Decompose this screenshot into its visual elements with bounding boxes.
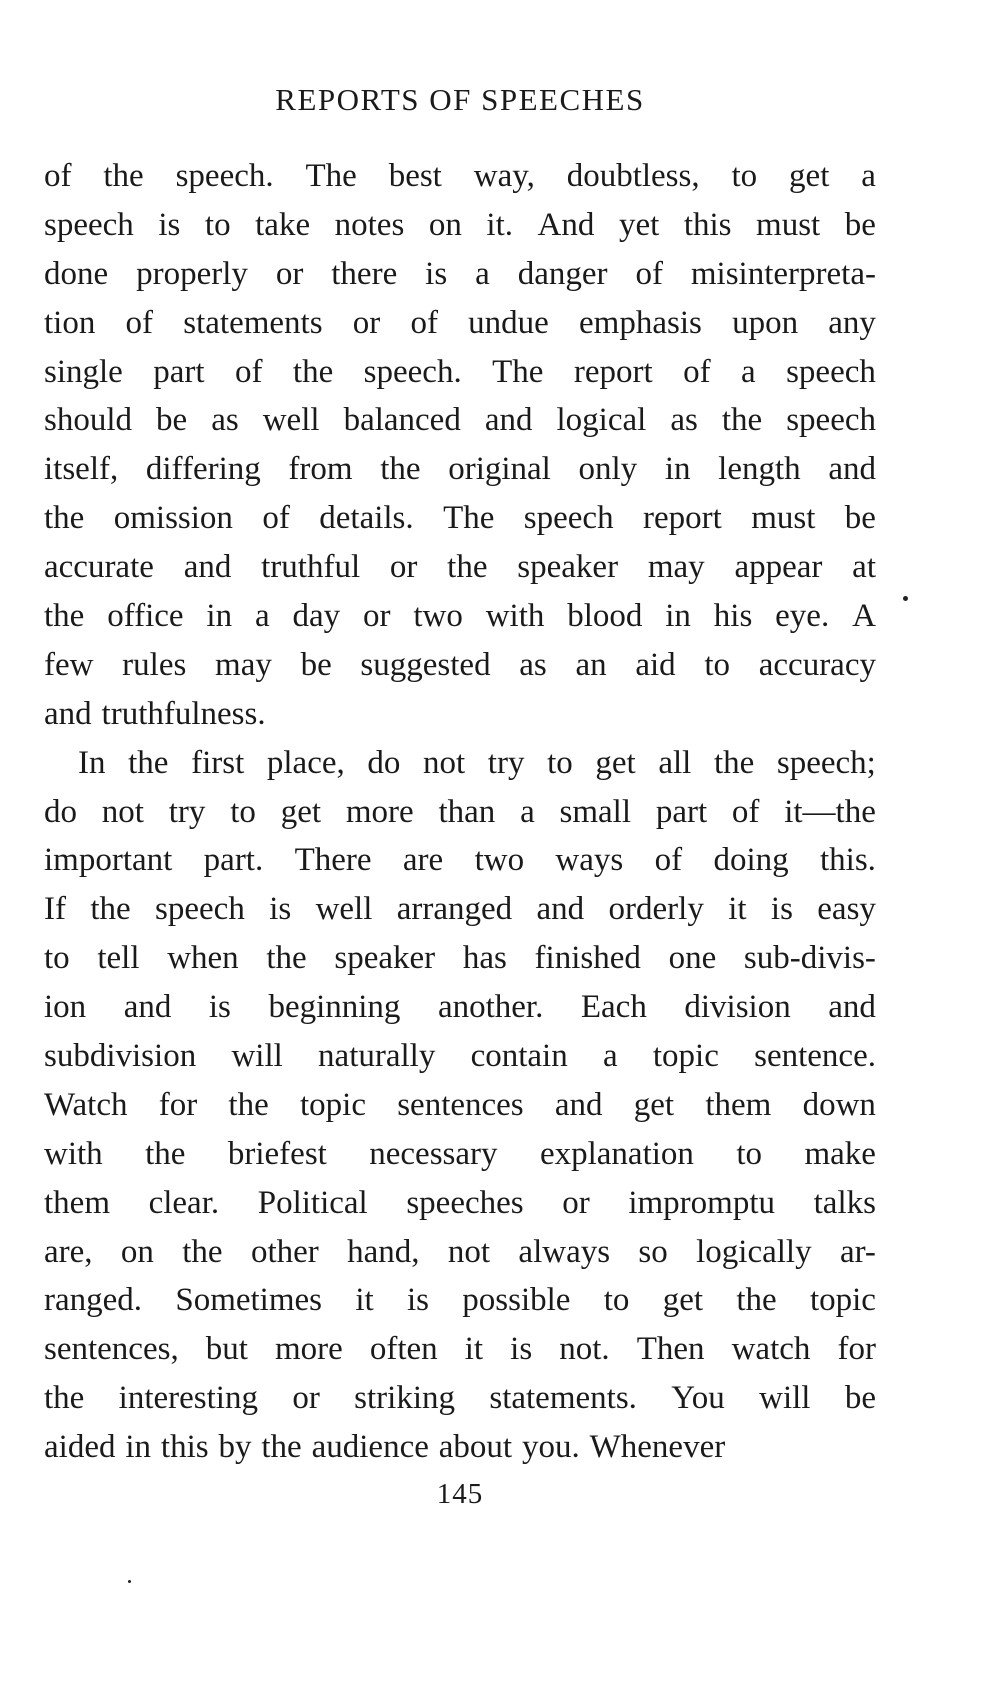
text-line: ion and is beginning another. Each division and bbox=[44, 989, 876, 1026]
text-line: should be as well balanced and logical as the speech bbox=[44, 402, 876, 439]
text-line: If the speech is well arranged and orderly it is easy bbox=[44, 891, 876, 928]
text-line: Watch for the topic sentences and get them down bbox=[44, 1086, 876, 1123]
text-line: to tell when the speaker has finished one sub-divis- bbox=[44, 940, 876, 977]
paragraph bbox=[44, 739, 876, 1472]
text-line: sentences, but more often it is not. Then watch for bbox=[44, 1331, 876, 1368]
body-text bbox=[44, 152, 876, 1472]
text-line: aided in this by the audience about you. Whenever bbox=[44, 1429, 726, 1466]
text-line: subdivision will naturally contain a topic sentence. bbox=[44, 1038, 876, 1075]
text-line: done properly or there is a danger of misinterpreta- bbox=[44, 255, 876, 292]
text-line: ranged. Sometimes it is possible to get the topic bbox=[44, 1282, 876, 1319]
text-line: itself, differing from the original only in length and bbox=[44, 451, 876, 488]
page-number: 145 bbox=[436, 1478, 484, 1510]
text-line: tion of statements or of undue emphasis upon any bbox=[44, 304, 876, 341]
text-line: few rules may be suggested as an aid to accuracy bbox=[44, 646, 876, 683]
text-line: of the speech. The best way, doubtless, to get a bbox=[44, 158, 876, 194]
paragraph bbox=[44, 152, 876, 739]
text-line: and truthfulness. bbox=[44, 695, 266, 732]
text-line: single part of the speech. The report of a speech bbox=[44, 353, 876, 390]
ink-speck-mark bbox=[903, 596, 908, 601]
text-line: In the first place, do not try to get all the speech; bbox=[78, 744, 876, 781]
text-line: do not try to get more than a small part of it—the bbox=[44, 793, 876, 830]
text-line: with the briefest necessary explanation to make bbox=[44, 1135, 876, 1172]
text-line: the interesting or striking statements. You will be bbox=[44, 1380, 876, 1417]
text-line: speech is to take notes on it. And yet this must be bbox=[44, 206, 876, 243]
text-line: the omission of details. The speech report must be bbox=[44, 500, 876, 537]
text-line: are, on the other hand, not always so logically ar- bbox=[44, 1233, 876, 1270]
text-line: them clear. Political speeches or impromptu talks bbox=[44, 1184, 876, 1221]
text-line: important part. There are two ways of doing this. bbox=[44, 842, 876, 879]
ink-speck-mark bbox=[128, 1580, 131, 1583]
text-line: the office in a day or two with blood in his eye. A bbox=[44, 598, 876, 635]
text-line: accurate and truthful or the speaker may appear at bbox=[44, 549, 876, 586]
running-head: REPORTS OF SPEECHES bbox=[275, 82, 645, 117]
